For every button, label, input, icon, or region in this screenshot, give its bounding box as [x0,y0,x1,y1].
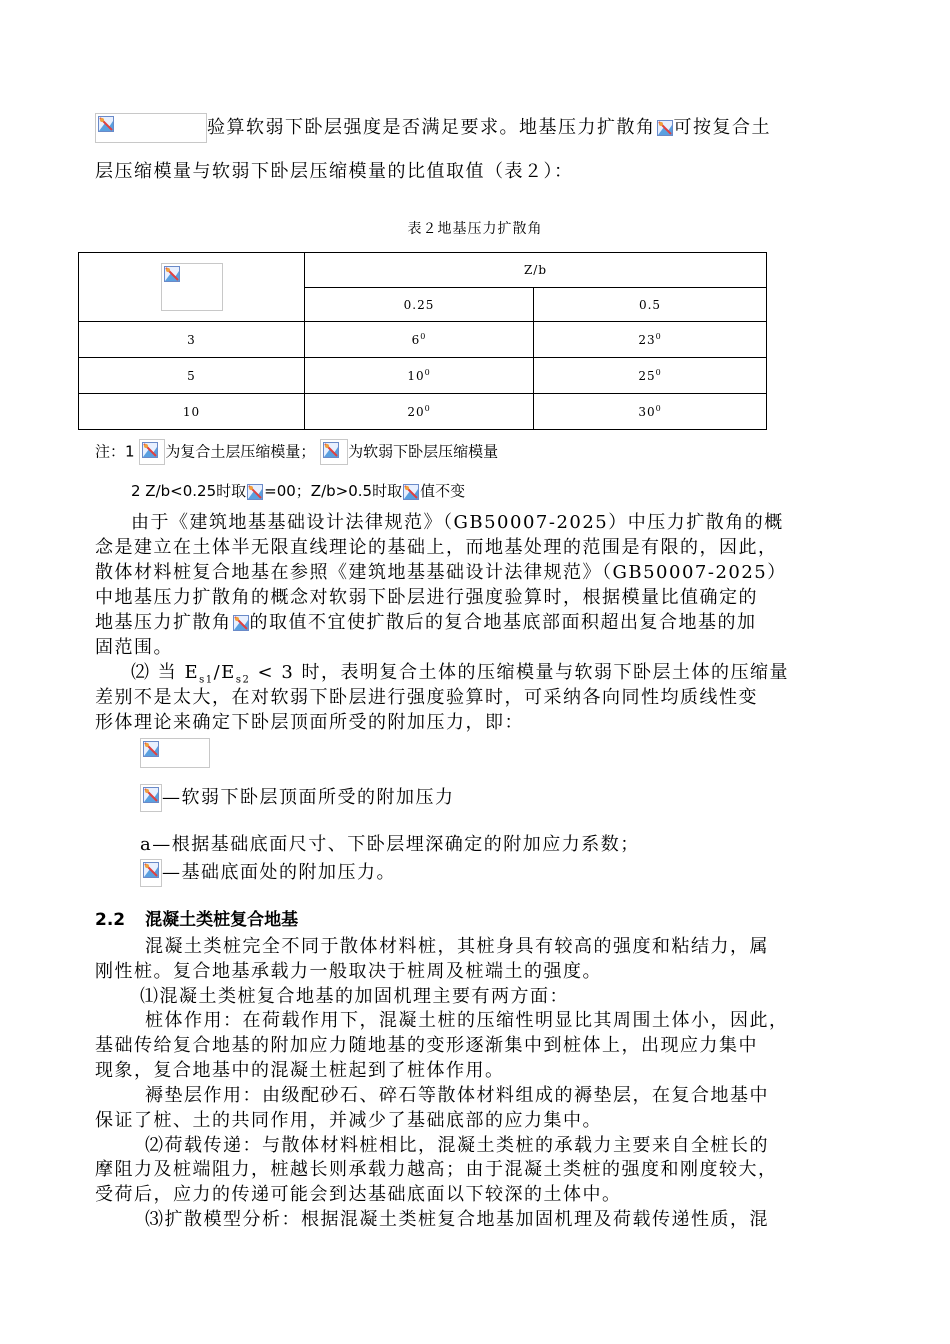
diffusion-angle-table [78,252,767,430]
definition-1: —软弱下卧层顶面所受的附加压力 [140,783,455,812]
ratio-cell: 3 [79,322,305,358]
formula-image [95,113,207,143]
ratio-formula-image [161,263,223,311]
broken-image-icon [403,484,419,500]
value-cell: $10^0$ [305,358,534,394]
angle-symbol-image [232,613,250,633]
para1-line: 地基压力扩散角 的取值不宜使扩散后的复合地基底部面积超出复合地基的加 [95,612,757,633]
angle-symbol-image [246,482,264,502]
broken-image-icon [323,442,339,458]
angle-symbol-image [402,482,420,502]
broken-image-icon [247,484,263,500]
formula-image [140,738,210,768]
section-line: 受荷后，应力的传递可能会到达基础底面以下较深的土体中。 [95,1184,622,1205]
section-line: 基础传给复合地基的附加应力随地基的变形逐渐集中到桩体上，出现应力集中 [95,1035,758,1056]
value-cell: $25^0$ [534,358,767,394]
col-header-025: 0.25 [305,288,534,322]
broken-image-icon [143,862,159,878]
formula-image [140,859,162,887]
value-cell: $6^0$ [305,322,534,358]
section-line: ⑵荷载传递：与散体材料桩相比，混凝土类桩的承载力主要来自全桩长的 [145,1135,769,1156]
broken-image-icon [164,266,180,282]
para2-line: ⑵ 当 $E_{s1}/E_{s2} < 3$ 时，表明复合土体的压缩模量与软弱下卧层土体的压缩量 [131,662,790,686]
intro-line-1: 验算软弱下卧层强度是否满足要求。地基压力扩散角 可按复合土 [95,113,771,143]
section-line: 现象，复合地基中的混凝土桩起到了桩体作用。 [95,1060,505,1081]
zb-group-header: Z/b [305,253,767,288]
section-heading: 2.2 混凝土类桩复合地基 [95,910,299,930]
formula-image [139,439,165,465]
value-cell: $30^0$ [534,394,767,430]
broken-image-icon [233,615,249,631]
value-cell: $23^0$ [534,322,767,358]
formula-block [140,738,210,768]
section-line: 混凝土类桩完全不同于散体材料桩，其桩身具有较高的强度和粘结力，属 [145,936,769,957]
section-line: 桩体作用：在荷载作用下，混凝土桩的压缩性明显比其周围土体小，因此， [145,1010,789,1031]
definition-3: —基础底面处的附加压力。 [140,858,396,887]
value-cell: $20^0$ [305,394,534,430]
ratio-cell: 10 [79,394,305,430]
formula-image [320,439,348,465]
section-line: ⑶扩散模型分析：根据混凝土类桩复合地基加固机理及荷载传递性质，混 [145,1209,769,1230]
para1-line: 中地基压力扩散角的概念对软弱下卧层进行强度验算时，根据模量比值确定的 [95,587,758,608]
broken-image-icon [142,442,158,458]
section-line: ⑴混凝土类桩复合地基的加固机理主要有两方面： [140,986,569,1007]
table-row [79,322,767,358]
intro-line-2: 层压缩模量与软弱下卧层压缩模量的比值取值（表２）： [95,161,574,182]
section-line: 保证了桩、土的共同作用，并减少了基础底部的应力集中。 [95,1110,602,1131]
table-caption: 表２地基压力扩散角 [407,221,543,237]
section-line: 褥垫层作用：由级配砂石、碎石等散体材料组成的褥垫层，在复合地基中 [145,1085,769,1106]
para2-line: 差别不是太大，在对软弱下卧层进行强度验算时，可采纳各向同性均质线性变 [95,687,758,708]
table-header-row [79,253,767,288]
para1-line: 由于《建筑地基基础设计法律规范》（GB50007-2025）中压力扩散角的概 [131,512,784,533]
note-2: 2 Z/b<0.25时取 =00；Z/b>0.5时取 值不变 [131,482,466,500]
broken-image-icon [143,741,159,757]
broken-image-icon [98,116,114,132]
section-line: 刚性桩。复合地基承载力一般取决于桩周及桩端土的强度。 [95,961,602,982]
para1-line: 念是建立在土体半无限直线理论的基础上，而地基处理的范围是有限的，因此， [95,537,778,558]
col-header-05: 0.5 [534,288,767,322]
angle-symbol-image [656,117,674,139]
table-row [79,394,767,430]
definition-2: a—根据基础底面尺寸、下卧层埋深确定的附加应力系数； [140,834,640,855]
formula-image [140,784,162,812]
section-line: 摩阻力及桩端阻力，桩越长则承载力越高；由于混凝土类桩的强度和刚度较大， [95,1159,778,1180]
note-1: 注：1 为复合土层压缩模量； 为软弱下卧层压缩模量 [95,439,498,465]
para1-line: 散体材料桩复合地基在参照《建筑地基基础设计法律规范》（GB50007-2025） [95,562,787,583]
broken-image-icon [143,787,159,803]
para1-line: 固范围。 [95,637,173,658]
ratio-header-cell [79,253,305,322]
ratio-cell: 5 [79,358,305,394]
para2-line: 形体理论来确定下卧层顶面所受的附加压力，即： [95,712,524,733]
table-row [79,358,767,394]
broken-image-icon [657,120,673,136]
